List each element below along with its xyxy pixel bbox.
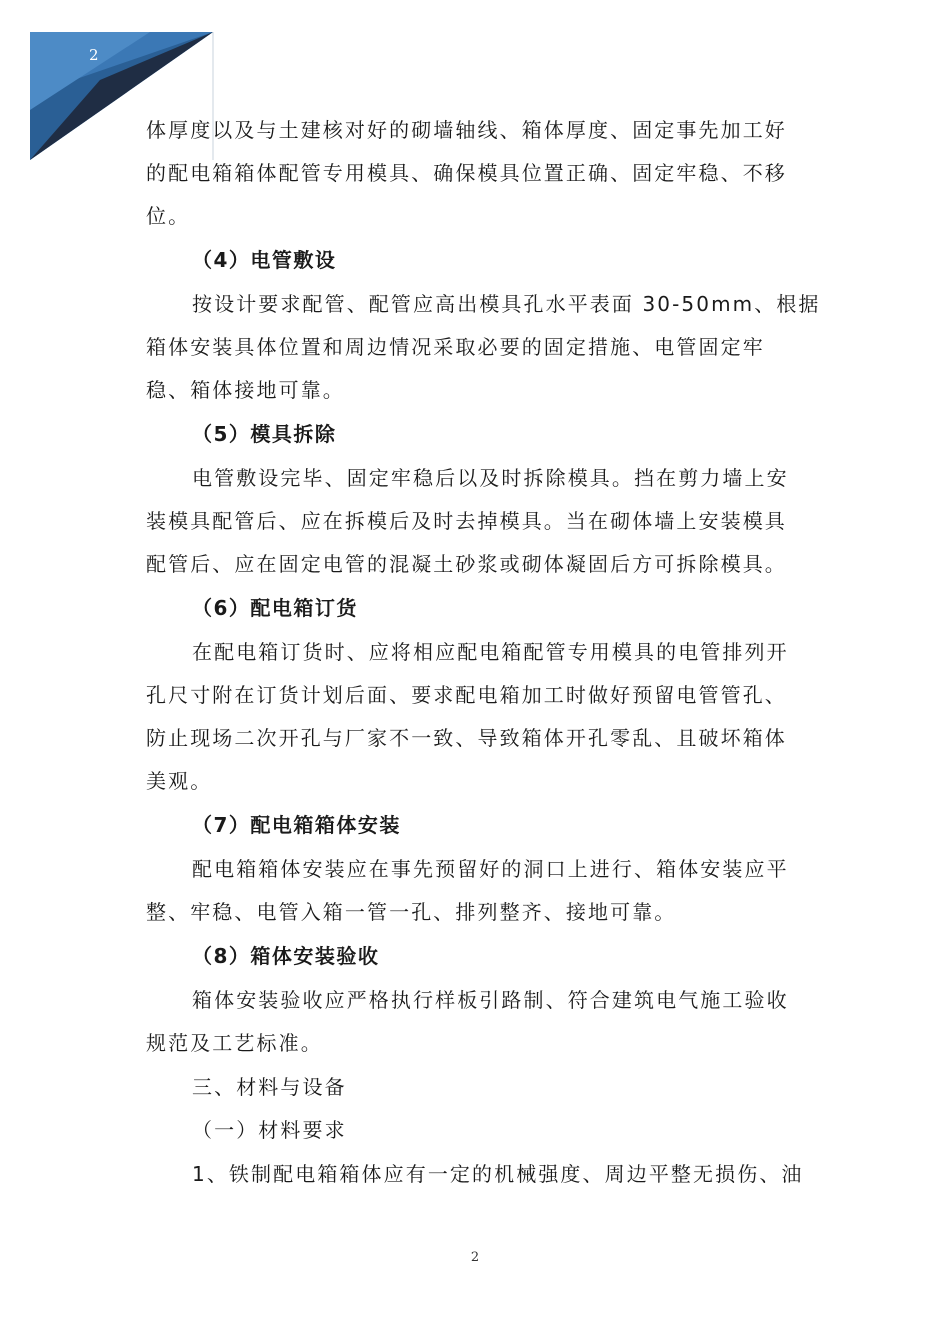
- corner-page-number: 2: [89, 46, 99, 64]
- paragraph-line: 位。: [146, 204, 191, 228]
- subsection-heading: （一）材料要求: [192, 1118, 347, 1142]
- footer-page-number: 2: [470, 1250, 480, 1265]
- paragraph-line: 装模具配管后、应在拆模后及时去掉模具。当在砌体墙上安装模具: [146, 509, 787, 533]
- paragraph-line: 的配电箱箱体配管专用模具、确保模具位置正确、固定牢稳、不移: [146, 161, 787, 185]
- paragraph-line: 按设计要求配管、配管应高出模具孔水平表面 30-50mm、根据: [192, 292, 821, 316]
- paragraph-line: 箱体安装具体位置和周边情况采取必要的固定措施、电管固定牢: [146, 335, 765, 359]
- page-corner-decoration: [0, 0, 230, 170]
- section-heading: （7）配电箱箱体安装: [192, 813, 401, 837]
- section-heading: （4）电管敷设: [192, 248, 337, 272]
- paragraph-line: 体厚度以及与土建核对好的砌墙轴线、箱体厚度、固定事先加工好: [146, 118, 787, 142]
- paragraph-line: 配电箱箱体安装应在事先预留好的洞口上进行、箱体安装应平: [192, 857, 789, 881]
- paragraph-line: 箱体安装验收应严格执行样板引路制、符合建筑电气施工验收: [192, 988, 789, 1012]
- section-heading: （6）配电箱订货: [192, 596, 358, 620]
- paragraph-line: 防止现场二次开孔与厂家不一致、导致箱体开孔零乱、且破坏箱体: [146, 726, 787, 750]
- paragraph-line: 在配电箱订货时、应将相应配电箱配管专用模具的电管排列开: [192, 640, 789, 664]
- section-heading: （5）模具拆除: [192, 422, 337, 446]
- paragraph-line: 配管后、应在固定电管的混凝土砂浆或砌体凝固后方可拆除模具。: [146, 552, 787, 576]
- paragraph-line: 电管敷设完毕、固定牢稳后以及时拆除模具。挡在剪力墙上安: [192, 466, 789, 490]
- section-heading: （8）箱体安装验收: [192, 944, 380, 968]
- paragraph-line: 整、牢稳、电管入箱一管一孔、排列整齐、接地可靠。: [146, 900, 677, 924]
- paragraph-line: 孔尺寸附在订货计划后面、要求配电箱加工时做好预留电管管孔、: [146, 683, 787, 707]
- chapter-heading: 三、材料与设备: [192, 1075, 347, 1099]
- paragraph-line: 美观。: [146, 769, 213, 793]
- paragraph-line: 1、铁制配电箱箱体应有一定的机械强度、周边平整无损伤、油: [192, 1162, 804, 1186]
- paragraph-line: 规范及工艺标准。: [146, 1031, 323, 1055]
- paragraph-line: 稳、箱体接地可靠。: [146, 378, 345, 402]
